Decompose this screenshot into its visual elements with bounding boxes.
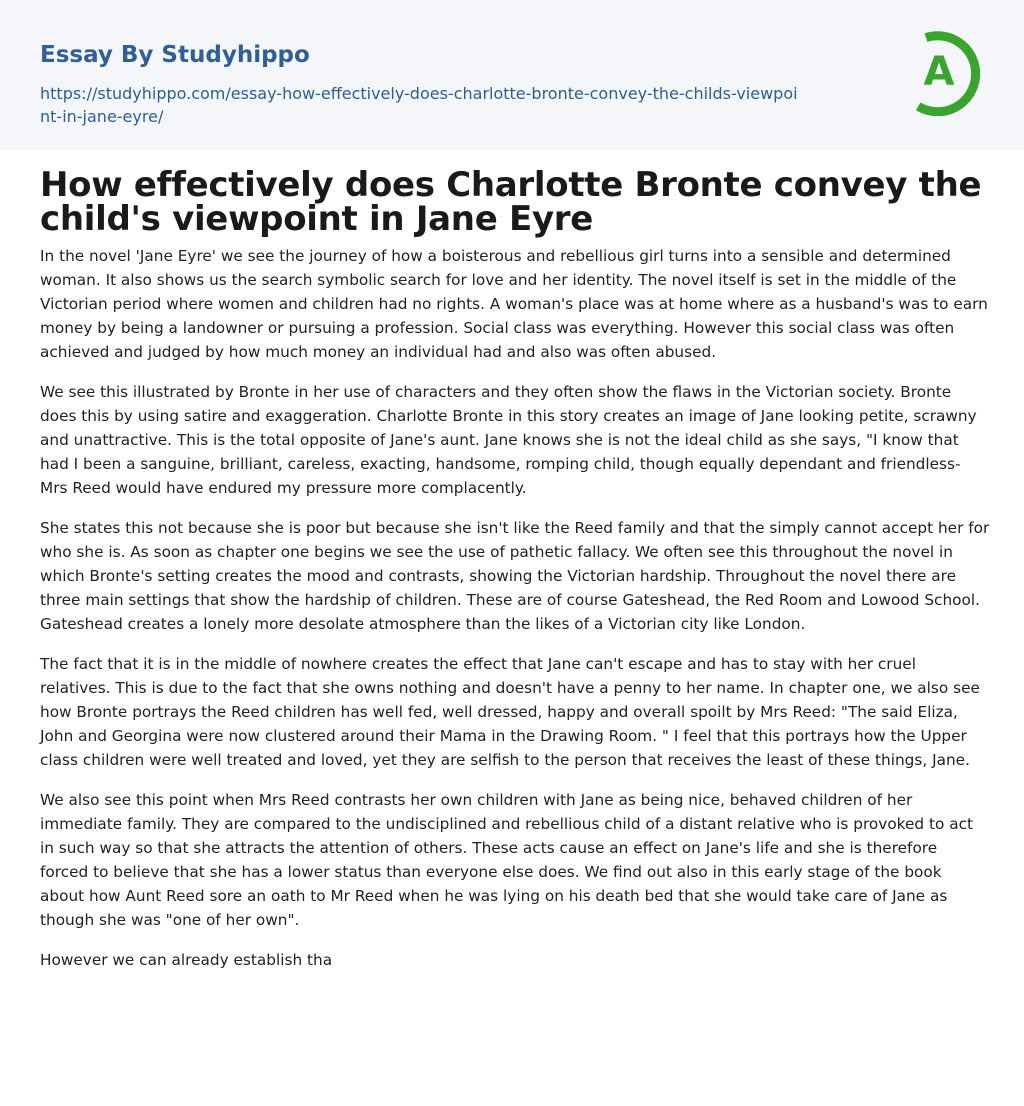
essay-paragraph: The fact that it is in the middle of nowhere creates the effect that Jane can't escape and has to stay with her cruel relatives. This is due to the fact that she owns nothing and doesn't have a penny to her name. In chapter one, we also see how Bronte portrays the Reed children has well fed, well dressed, happy and overall spoilt by Mrs Reed: "The said Eliza, John and Georgina were now clustered around their Mama in the Drawing Room. " I feel that this portrays how the Upper class children were well treated and loved, yet they are selfish to the person that receives the least of these things, Jane. bbox=[40, 655, 980, 769]
essay-title: How effectively does Charlotte Bronte convey the child's viewpoint in Jane Eyre bbox=[40, 165, 982, 239]
logo-letter: A bbox=[923, 49, 955, 95]
essay-paragraph: She states this not because she is poor but because she isn't like the Reed family and that the simply cannot accept her for who she is. As soon as chapter one begins we see the use of pathetic fallacy. We often see this throughout the novel in which Bronte's setting creates the mood and contrasts, showing the Victorian hardship. Throughout the novel there are three main settings that show the hardship of children. These are of course Gateshead, the Red Room and Lowood School. Gateshead creates a lonely more desolate atmosphere than the likes of a Victorian city like London. bbox=[40, 519, 990, 633]
article-content bbox=[40, 165, 990, 988]
essay-paragraph: We also see this point when Mrs Reed contrasts her own children with Jane as being nice, behaved children of her immediate family. They are compared to the undisciplined and rebellious child of a distant relative who is provoked to act in such way so that she attracts the attention of others. These acts cause an effect on Jane's life and she is therefore forced to believe that she has a lower status than everyone else does. We find out also in this early stage of the book about how Aunt Reed sore an oath to Mr Reed when he was lying on his death bed that she would take care of Jane as though she was "one of her own". bbox=[40, 791, 973, 929]
essay-paragraph-truncated: However we can already establish tha bbox=[40, 951, 333, 969]
essay-paragraph: We see this illustrated by Bronte in her use of characters and they often show the flaws in the Victorian society. Bronte does this by using satire and exaggeration. Charlotte Bronte in this story creates an image of Jane looking petite, scrawny and unattractive. This is the total opposite of Jane's aunt. Jane knows she is not the ideal child as she says, "I know that had I been a sanguine, brilliant, careless, exacting, handsome, romping child, though equally dependant and friendless- Mrs Reed would have endured my pressure more complacently. bbox=[40, 383, 977, 497]
source-url-link[interactable]: https://studyhippo.com/essay-how-effectively-does-charlotte-bronte-convey-the-childs-viewpoint-in-jane-eyre/ bbox=[40, 84, 798, 126]
essay-paragraph: In the novel 'Jane Eyre' we see the journey of how a boisterous and rebellious girl turns into a sensible and determined woman. It also shows us the search symbolic search for love and her identity. The novel itself is set in the middle of the Victorian period where women and children had no rights. A woman's place was at home where as a husband's was to earn money by being a landowner or pursuing a profession. Social class was everything. However this social class was often achieved and judged by how much money an individual had and also was often abused. bbox=[40, 247, 988, 361]
site-title[interactable]: Essay By Studyhippo bbox=[40, 42, 310, 68]
letter-a-ring-logo-icon[interactable] bbox=[905, 28, 989, 116]
site-header bbox=[0, 0, 1024, 150]
